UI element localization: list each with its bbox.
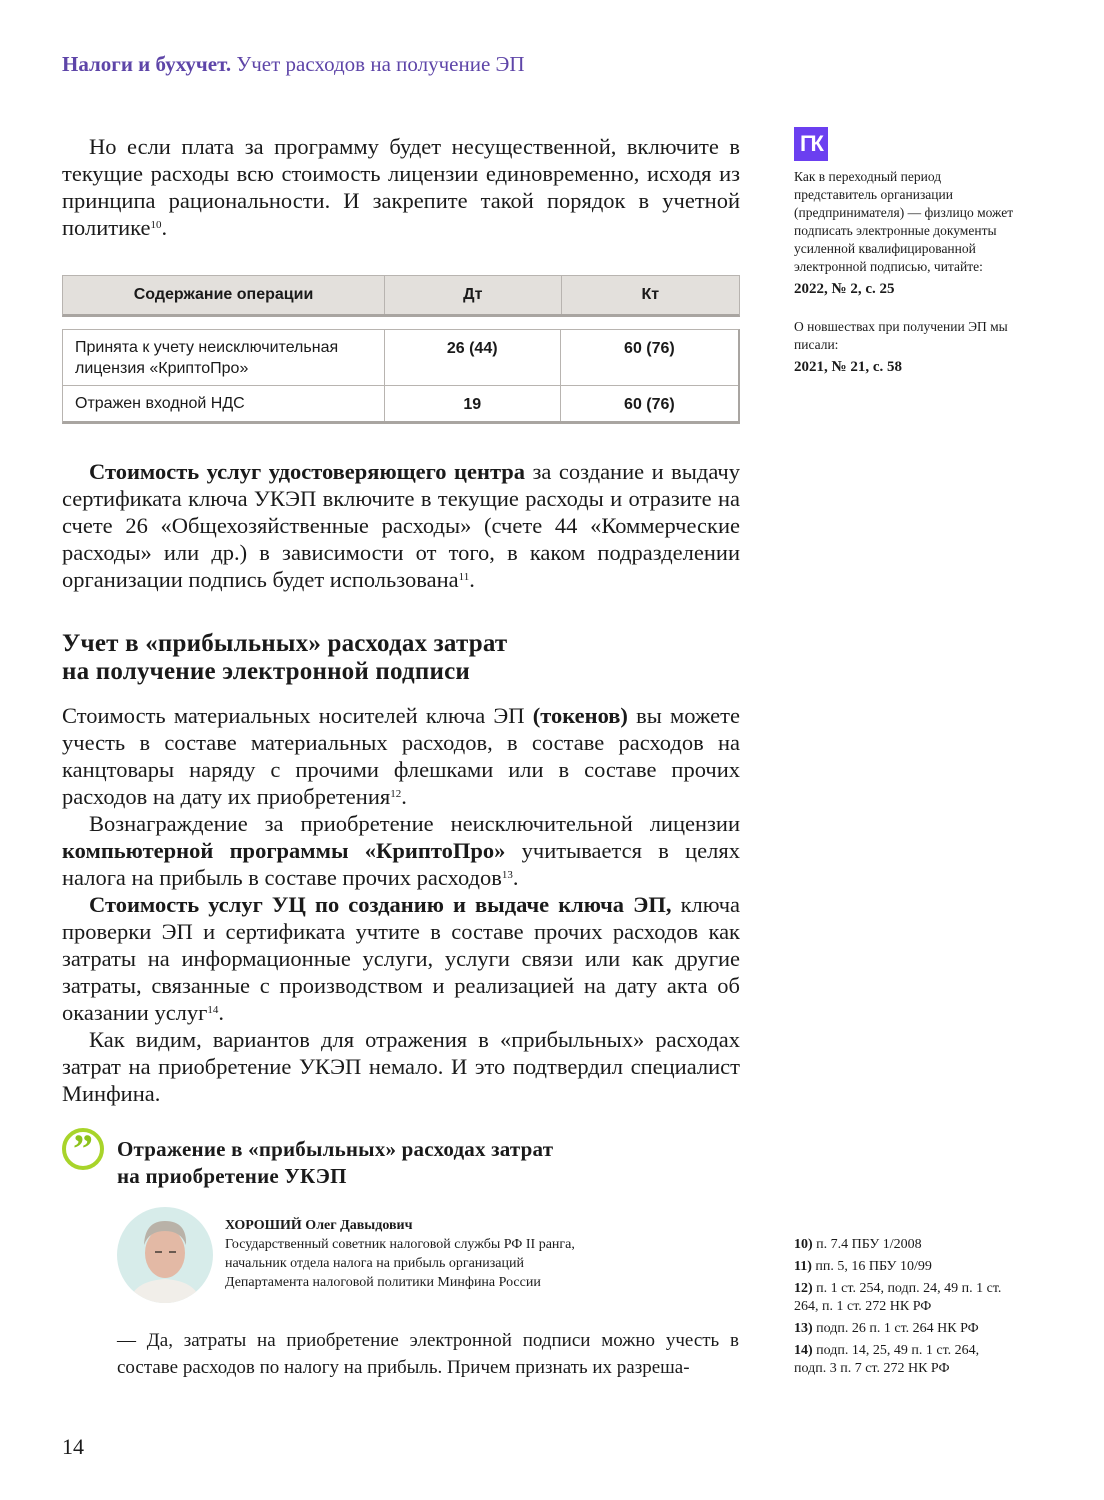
sidebar-note <box>794 168 1014 376</box>
text: Как видим, вариантов для отражения в «прибыльных» расходах затрат на приобретение УКЭП немало. И это подтвердил специалист Минфина. <box>62 1027 740 1106</box>
header-section: Налоги и бухучет. <box>62 52 232 76</box>
text: за создание и выдачу сертификата ключа УКЭП включите в текущие расходы и отразите на счете 26 «Общехозяйственные расходы» (счете 44 «Коммерческие расходы» или др.) в зависимости от того, в каком подразделении организации подпись будет использована <box>62 459 740 592</box>
footnote-number: 12) <box>794 1281 813 1296</box>
column-header: Содержание операции <box>63 276 385 314</box>
table-row <box>63 330 738 385</box>
footnote-ref: 10 <box>150 219 162 231</box>
note-text: О новшествах при получении ЭП мы писали: <box>794 319 1008 352</box>
interview-title <box>117 1136 553 1190</box>
footnote <box>794 1280 1014 1316</box>
issue-reference[interactable]: 2021, № 21, с. 58 <box>794 359 902 375</box>
text: Стоимость материальных носителей ключа ЭП <box>62 703 533 728</box>
footnote-text: п. 7.4 ПБУ 1/2008 <box>812 1237 922 1252</box>
footnote <box>794 1320 1014 1338</box>
title-line: на приобретение УКЭП <box>117 1164 347 1188</box>
footnote-number: 11) <box>794 1259 812 1274</box>
footnote-text: подп. 26 п. 1 ст. 264 НК РФ <box>812 1321 979 1336</box>
section-body <box>62 702 740 1107</box>
header-title: Учет расходов на получение ЭП <box>236 52 525 76</box>
quote-icon: ” <box>62 1128 104 1170</box>
cell: 60 (76) <box>624 396 675 413</box>
text: . <box>469 567 475 592</box>
expert-role: Департамента налоговой политики Минфина России <box>225 1275 541 1290</box>
expert-info <box>225 1216 575 1292</box>
column-header: Кт <box>641 286 660 303</box>
bold-text: Стоимость услуг УЦ по созданию и выдаче ключа ЭП, <box>89 892 672 917</box>
paragraph <box>62 133 740 241</box>
text: вы можете учесть в составе материальных расходов, в составе расходов на канцтовары наряду с прочими флешками или в составе прочих расходов на дату их приобретения <box>62 703 740 809</box>
expert-photo <box>117 1207 213 1303</box>
table-row <box>63 385 738 421</box>
footnote-ref: 13 <box>501 869 513 881</box>
quote-paragraph: — Да, затраты на приобретение электронной подписи можно учесть в составе расходов по налогу на прибыль. Причем признать их разреша- <box>117 1330 739 1378</box>
bold-text: Стоимость услуг удостоверяющего центра <box>89 459 526 484</box>
text: учитывается в целях налога на прибыль в составе прочих расходов <box>62 838 740 890</box>
cell: 60 (76) <box>624 340 675 357</box>
footnote-text: подп. 14, 25, 49 п. 1 ст. 264, подп. 3 п. 7 ст. 272 НК РФ <box>794 1343 980 1376</box>
entries-table <box>62 275 740 424</box>
column-header: Дт <box>385 276 561 314</box>
cell: 26 (44) <box>385 330 561 385</box>
cell: Отражен входной НДС <box>63 386 385 421</box>
heading-line: Учет в «прибыльных» расходах затрат <box>62 630 508 657</box>
footnote-ref: 12 <box>390 788 402 800</box>
cell: 19 <box>385 386 561 421</box>
footnote-number: 14) <box>794 1343 813 1358</box>
footnote-text: пп. 5, 16 ПБУ 10/99 <box>811 1259 932 1274</box>
section-heading <box>62 630 740 686</box>
quote-text <box>117 1327 739 1381</box>
text: Вознаграждение за приобретение неисключительной лицензии <box>89 811 740 836</box>
text: ключа проверки ЭП и сертификата учтите в составе прочих расходов как затраты на информационные услуги, услуги связи или как другие затраты, связанные с производством и реализацией на дату акта об оказании услуг <box>62 892 740 1025</box>
gk-logo: ГК <box>794 127 828 161</box>
cell: Принята к учету неисключительная лицензия «КриптоПро» <box>63 330 385 385</box>
footnotes <box>794 1236 1014 1382</box>
bold-text: (токенов) <box>532 703 628 728</box>
page-number: 14 <box>62 1434 84 1459</box>
footnote-text: п. 1 ст. 254, подп. 24, 49 п. 1 ст. 264, п. 1 ст. 272 НК РФ <box>794 1281 1002 1314</box>
running-header <box>62 52 525 77</box>
footnote-ref: 11 <box>458 571 470 583</box>
footnote <box>794 1236 1014 1254</box>
text: . <box>161 215 168 240</box>
expert-role: Государственный советник налоговой службы РФ II ранга, <box>225 1237 575 1252</box>
table-header <box>62 275 740 317</box>
expert-role: начальник отдела налога на прибыль организаций <box>225 1256 524 1271</box>
heading-line: на получение электронной подписи <box>62 658 470 685</box>
expert-name: ХОРОШИЙ Олег Давыдович <box>225 1218 413 1233</box>
title-line: Отражение в «прибыльных» расходах затрат <box>117 1137 554 1161</box>
note-text: Как в переходный период представитель организации (предпринимателя) — физлицо может подписать электронные документы усиленной квалифицированной электронной подписью, читайте: <box>794 169 1014 274</box>
footnote-number: 13) <box>794 1321 813 1336</box>
footnote-number: 10) <box>794 1237 813 1252</box>
footnote <box>794 1258 1014 1276</box>
footnote-ref: 14 <box>207 1004 219 1016</box>
text: Но если плата за программу будет несущественной, включите в текущие расходы всю стоимость лицензии единовременно, исходя из принципа рациональности. И закрепите такой порядок в учетной политике <box>62 134 740 240</box>
text: . <box>218 1000 225 1025</box>
text: . <box>401 784 407 809</box>
footnote <box>794 1342 1014 1378</box>
issue-reference[interactable]: 2022, № 2, с. 25 <box>794 281 895 297</box>
text: . <box>512 865 519 890</box>
bold-text: компьютерной программы «КриптоПро» <box>62 838 506 863</box>
paragraph <box>62 458 740 593</box>
